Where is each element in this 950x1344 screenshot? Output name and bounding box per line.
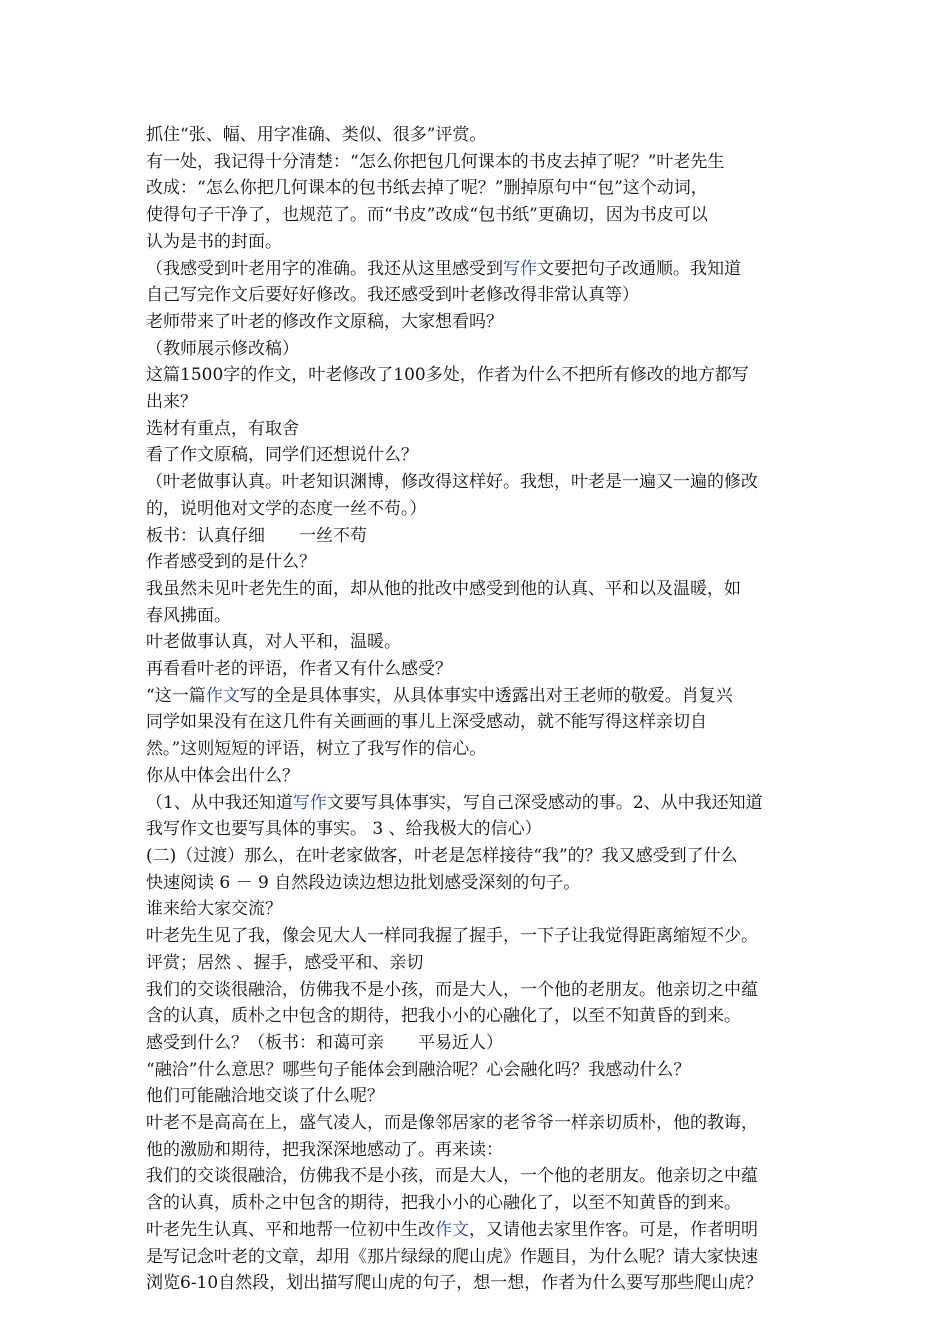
text-run: ，又请他去家里作客。可是，作者明明	[469, 1219, 758, 1240]
text-line: 我写作文也要写具体的事实。 3 、给我极大的信心）	[146, 819, 542, 840]
text-line: 春风拂面。	[146, 605, 231, 626]
text-line: （叶老做事认真。叶老知识渊博，修改得这样好。我想，叶老是一遍又一遍的修改	[146, 472, 758, 493]
text-line: 是写记念叶老的文章，却用《那片绿绿的爬山虎》作题目，为什么呢？请大家快速	[146, 1246, 758, 1267]
text-line: （教师展示修改稿）	[146, 338, 299, 359]
text-line: 出来？	[146, 392, 197, 413]
text-line	[146, 1217, 826, 1244]
board-note	[146, 523, 826, 550]
text-line	[146, 790, 826, 817]
text-line: 他的激励和期待，把我深深地感动了。再来读：	[146, 1139, 503, 1160]
document-body	[146, 122, 826, 1297]
text-line	[146, 256, 826, 283]
text-line	[146, 683, 826, 710]
text-line: 自己写完作文后要好好修改。我还感受到叶老修改得非常认真等）	[146, 285, 639, 306]
text-run: （1、从中我还知道	[146, 792, 293, 813]
text-line: 我虽然未见叶老先生的面，却从他的批改中感受到他的认真、平和以及温暖，如	[146, 578, 741, 599]
text-line: 老师带来了叶老的修改作文原稿，大家想看吗？	[146, 311, 503, 332]
text-line: 看了作文原稿，同学们还想说什么？	[146, 445, 418, 466]
text-run: 感受到什么？（板书：和蔼可亲	[146, 1032, 384, 1053]
text-line: 含的认真，质朴之中包含的期待，把我小小的心融化了，以至不知黄昏的到来。	[146, 1193, 741, 1214]
board-note	[146, 1030, 826, 1057]
text-run: 文要把句子改通顺。我知道	[537, 258, 741, 279]
link-xiezuo[interactable]: 写作	[292, 792, 327, 813]
text-run: 平易近人）	[418, 1032, 503, 1053]
text-line: 我们的交谈很融洽，仿佛我不是小孩，而是大人，一个他的老朋友。他亲切之中蕴	[146, 979, 758, 1000]
text-line: 的，说明他对文学的态度一丝不苟。）	[146, 498, 427, 519]
text-run: 叶老先生认真、平和地帮一位初中生改	[146, 1219, 435, 1240]
text-line: 评赏；居然 、握手，感受平和、亲切	[146, 952, 424, 973]
text-line: 改成：“怎么你把几何课本的包书纸去掉了呢？”删掉原句中“包”这个动词，	[146, 178, 708, 199]
text-line: 然。”这则短短的评语，树立了我写作的信心。	[146, 739, 487, 760]
text-line: 他们可能融洽地交谈了什么呢？	[146, 1086, 384, 1107]
text-line: 选材有重点，有取舍	[146, 418, 299, 439]
link-zuowen[interactable]: 作文	[205, 685, 240, 706]
text-line: 快速阅读 6 － 9 自然段边读边想边批划感受深刻的句子。	[146, 872, 581, 893]
text-line: 这篇1500字的作文，叶老修改了100多处，作者为什么不把所有修改的地方都写	[146, 365, 749, 386]
text-run: 写的全是具体事实，从具体事实中透露出对王老师的敬爱。肖复兴	[239, 685, 733, 706]
text-line: 你从中体会出什么？	[146, 765, 299, 786]
text-line: 再看看叶老的评语，作者又有什么感受？	[146, 659, 452, 680]
text-line: 叶老做事认真，对人平和，温暖。	[146, 632, 401, 653]
link-zuowen[interactable]: 作文	[435, 1219, 469, 1240]
text-line: (二)（过渡）那么，在叶老家做客，叶老是怎样接待“我”的？我又感受到了什么	[146, 845, 738, 866]
text-run: 文要写具体事实，写自己深受感动的事。2、从中我还知道	[326, 792, 763, 813]
text-line: 叶老不是高高在上，盛气凌人，而是像邻居家的老爷爷一样亲切质朴，他的教诲，	[146, 1113, 758, 1134]
text-run: 板书：认真仔细	[146, 525, 265, 546]
text-line: 叶老先生见了我，像会见大人一样同我握了握手，一下子让我觉得距离缩短不少。	[146, 926, 758, 947]
text-line: 抓住“张、幅、用字准确、类似、很多”评赏。	[146, 125, 487, 145]
text-run: （我感受到叶老用字的准确。我还从这里感受到	[146, 258, 503, 279]
text-line: “融洽”什么意思？哪些句子能体会到融洽呢？心会融化吗？我感动什么？	[146, 1059, 691, 1080]
text-line: 作者感受到的是什么？	[146, 552, 316, 573]
text-line: 使得句子干净了，也规范了。而“书皮”改成“包书纸”更确切，因为书皮可以	[146, 205, 708, 226]
text-line: 我们的交谈很融洽，仿佛我不是小孩，而是大人，一个他的老朋友。他亲切之中蕴	[146, 1166, 758, 1187]
text-line: 有一处，我记得十分清楚：“怎么你把包几何课本的书皮去掉了呢？”叶老先生	[146, 151, 725, 172]
text-line: 同学如果没有在这几件有关画画的事儿上深受感动，就不能写得这样亲切自	[146, 712, 707, 733]
text-line: 浏览6-10自然段，划出描写爬山虎的句子，想一想，作者为什么要写那些爬山虎？	[146, 1273, 763, 1294]
link-xiezuo[interactable]: 写作	[503, 258, 537, 279]
text-run: “这一篇	[146, 685, 206, 706]
text-line: 谁来给大家交流？	[146, 899, 282, 920]
text-line: 认为是书的封面。	[146, 231, 282, 252]
text-line: 含的认真，质朴之中包含的期待，把我小小的心融化了，以至不知黄昏的到来。	[146, 1006, 741, 1027]
text-run: 一丝不苟	[299, 525, 367, 546]
